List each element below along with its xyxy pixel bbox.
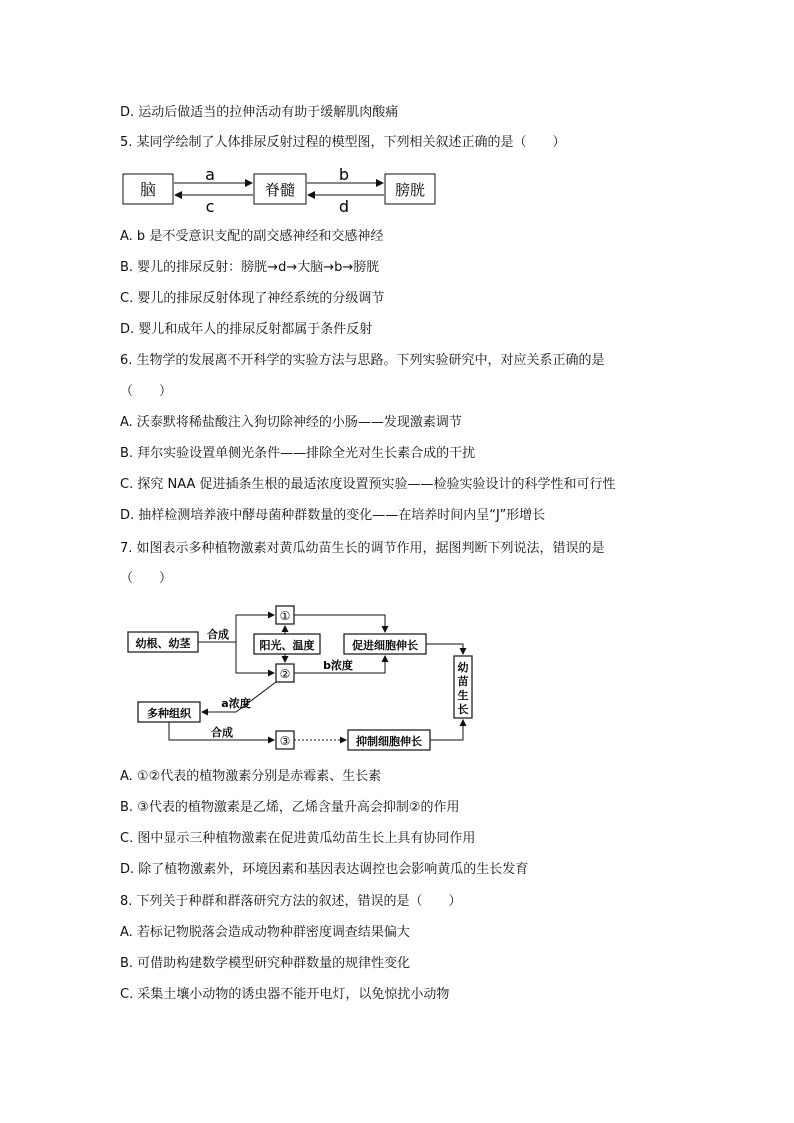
text-line: A. ①②代表的植物激素分别是赤霉素、生长素: [120, 769, 382, 784]
label-a: a: [205, 168, 215, 184]
text-line: C. 婴儿的排尿反射体现了神经系统的分级调节: [120, 291, 385, 306]
text-line: D. 抽样检测培养液中酵母菌种群数量的变化——在培养时间内呈“J”形增长: [120, 508, 546, 523]
spinal-label: 脊髓: [264, 181, 296, 199]
a-conc-label: a浓度: [221, 697, 251, 710]
seedling-char-3: 生: [457, 689, 469, 702]
text-line: （ ）: [120, 384, 173, 399]
synth-bottom-label: 合成: [211, 726, 233, 739]
hormone-regulation-diagram: [126, 598, 476, 753]
text-line: B. 婴儿的排尿反射：膀胱→d→大脑→b→膀胱: [120, 260, 380, 275]
text-line: 8. 下列关于种群和群落研究方法的叙述，错误的是（ ）: [120, 894, 462, 909]
text-line: （ ）: [120, 571, 173, 586]
text-line: C. 图中显示三种植物激素在促进黄瓜幼苗生长上具有协同作用: [120, 831, 476, 846]
text-line: C. 采集土壤小动物的诱虫器不能开电灯，以免惊扰小动物: [120, 987, 450, 1002]
light-temp-label: 阳光、温度: [259, 639, 315, 652]
label-d: d: [338, 197, 350, 216]
text-line: C. 探究 NAA 促进插条生根的最适浓度设置预实验——检验实验设计的科学性和可行性: [120, 477, 616, 492]
inhibit-label: 抑制细胞伸长: [356, 735, 422, 748]
text-line: D. 除了植物激素外，环境因素和基因表达调控也会影响黄瓜的生长发育: [120, 862, 529, 877]
promote-label: 促进细胞伸长: [352, 639, 418, 652]
text-line: A. 沃泰默将稀盐酸注入狗切除神经的小肠——发现激素调节: [120, 415, 462, 430]
text-line: D. 运动后做适当的拉伸活动有助于缓解肌肉酸痛: [120, 105, 399, 120]
text-line: B. 可借助构建数学模型研究种群数量的规律性变化: [120, 956, 411, 971]
synth-top-label: 合成: [207, 628, 229, 641]
promote-to-seedling: [426, 644, 463, 654]
seedling-char-2: 苗: [457, 675, 469, 688]
hormone2-label: ②: [279, 667, 291, 681]
label-c: c: [205, 197, 215, 216]
tissues-label: 多种组织: [147, 707, 191, 720]
label-b: b: [338, 168, 350, 184]
roots-label: 幼根、幼茎: [135, 637, 191, 650]
seedling-char-1: 幼: [457, 661, 469, 674]
hormone3-label: ③: [279, 734, 291, 748]
text-line: B. ③代表的植物激素是乙烯，乙烯含量升高会抑制②的作用: [120, 800, 460, 815]
text-line: 6. 生物学的发展离不开科学的实验方法与思路。下列实验研究中，对应关系正确的是: [120, 353, 605, 368]
inhibit-to-seedling: [430, 720, 463, 740]
text-line: B. 拜尔实验设置单侧光条件——排除全光对生长素合成的干扰: [120, 446, 476, 461]
bladder-label: 膀胱: [394, 181, 426, 199]
brain-label: 脑: [139, 180, 157, 199]
text-line: D. 婴儿和成年人的排尿反射都属于条件反射: [120, 322, 373, 337]
b-conc-label: b浓度: [323, 659, 353, 672]
seedling-char-4: 长: [457, 703, 469, 716]
text-line: 7. 如图表示多种植物激素对黄瓜幼苗生长的调节作用，据图判断下列说法，错误的是: [120, 541, 605, 556]
hormone1-label: ①: [279, 609, 291, 623]
text-line: 5. 某同学绘制了人体排尿反射过程的模型图，下列相关叙述正确的是（ ）: [120, 135, 566, 150]
reflex-model-diagram: [120, 168, 440, 216]
text-line: A. 若标记物脱落会造成动物种群密度调查结果偏大: [120, 925, 410, 940]
text-line: A. b 是不受意识支配的副交感神经和交感神经: [120, 229, 384, 244]
hormone1-to-promote: [294, 615, 385, 632]
